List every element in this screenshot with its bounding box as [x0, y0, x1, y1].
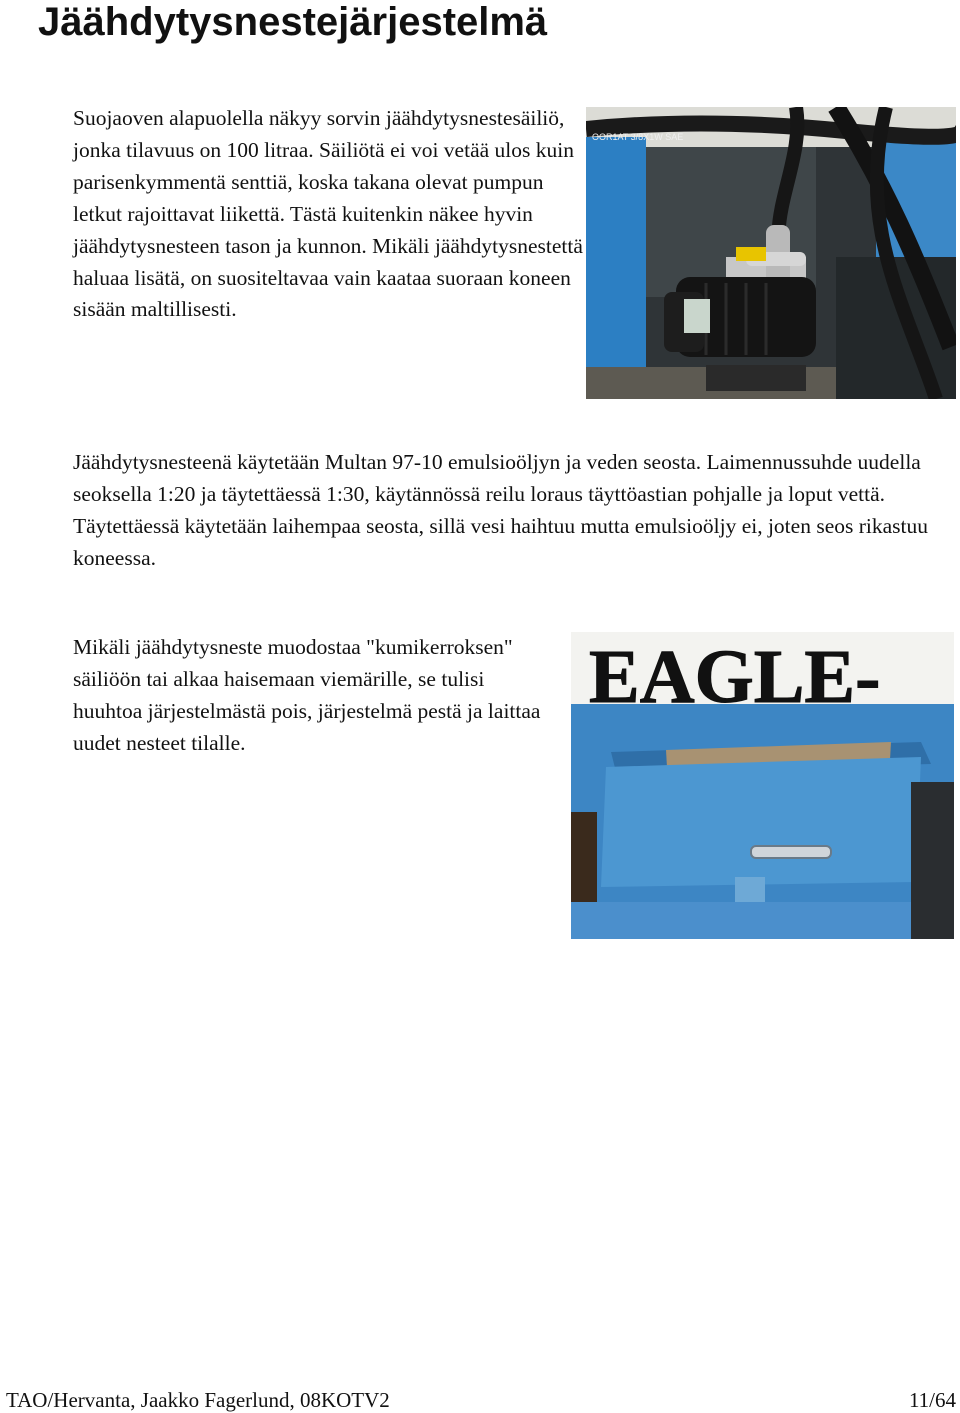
- paragraph-coolant-mixture: Jäähdytysnesteenä käytetään Multan 97-10 emulsioöljyn ja veden seosta. Laimennussuhde uudella seoksella 1:20 ja täytettäessä 1:30, käytännössä reilu loraus täyttöastian pohjalle ja loput vettä. Täytettäessä käytetään laihempaa seosta, sillä vesi haihtuu mutta emulsioöljy ei, joten seos rikastuu koneessa.: [73, 450, 928, 570]
- coolant-tank-photo: [571, 632, 954, 939]
- machine-sign-text: EAGLE-: [589, 635, 881, 719]
- coolant-pump-photo: [586, 107, 956, 399]
- paragraph-coolant-maintenance: Mikäli jäähdytysneste muodostaa "kumikerroksen" säiliöön tai alkaa haisemaan viemärille, se tulisi huuhtoa järjestelmästä pois, järjestelmä pestä ja laittaa uudet nesteet tilalle.: [73, 635, 541, 755]
- footer-author: TAO/Hervanta, Jaakko Fagerlund, 08KOTV2: [6, 1388, 390, 1412]
- paragraph-coolant-tank: Suojaoven alapuolella näkyy sorvin jäähdytysnestesäiliö, jonka tilavuus on 100 litraa. Säiliötä ei voi vetää ulos kuin parisenkymmentä senttiä, koska takana olevat pumpun letkut rajoittavat liikettä. Tästä kuitenkin näkee hyvin jäähdytysnesteen tason ja kunnon. Mikäli jäähdytysnestettä haluaa lisätä, on suositeltavaa vain kaataa suoraan koneen sisään maltillisesti.: [73, 106, 583, 322]
- footer-page-number: 11/64: [908, 1388, 956, 1412]
- hose-marking-text: OOR1AT 3/8X1W SAE: [592, 132, 684, 142]
- page-title: Jäähdytysnestejärjestelmä: [38, 0, 548, 44]
